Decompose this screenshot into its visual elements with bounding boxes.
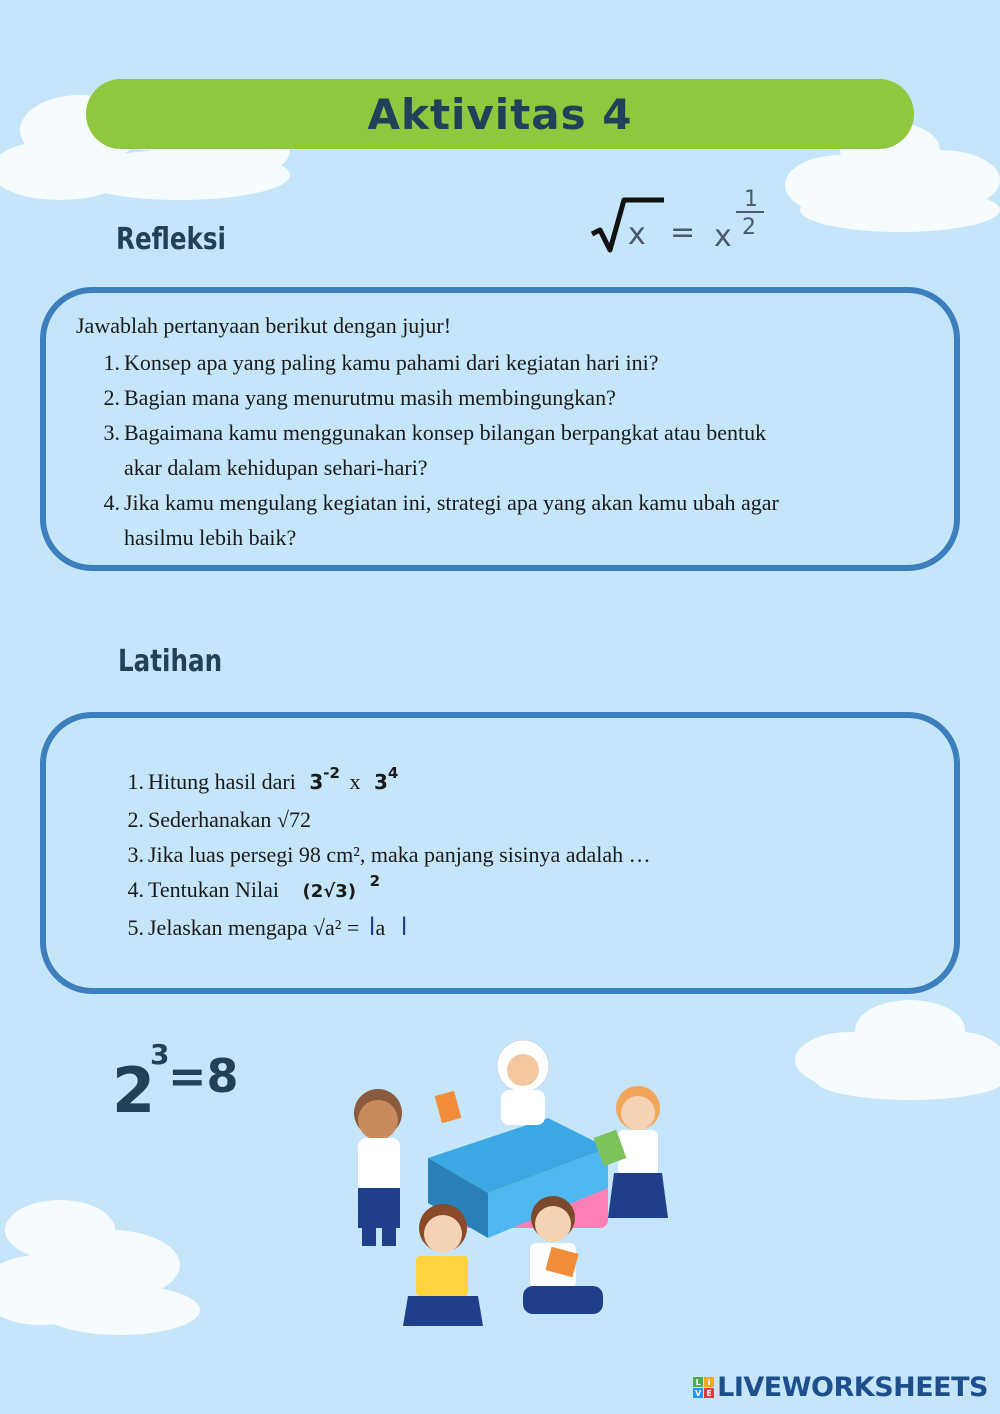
item-number: 5. (127, 915, 144, 940)
absolute-variable: a (375, 915, 386, 940)
question-number: 4. (103, 490, 120, 515)
list-item (118, 802, 651, 837)
latihan-item-list (118, 764, 651, 945)
item-number: 3. (127, 842, 144, 867)
formula-exp-num: 1 (744, 188, 758, 212)
item-text: Hitung hasil dari (148, 769, 296, 794)
question-text: Bagaimana kamu menggunakan konsep bilangan berpangkat atau bentuk (124, 420, 767, 445)
power-exponent: 4 (387, 764, 399, 782)
students-illustration (318, 1028, 698, 1338)
doodle-result: =8 (168, 1049, 239, 1103)
question-text: Jika kamu mengulang kegiatan ini, strategi apa yang akan kamu ubah agar (124, 490, 779, 515)
latihan-heading: Latihan (118, 644, 223, 679)
question-text-continued: akar dalam kehidupan sehari-hari? (124, 455, 428, 480)
item-number: 4. (127, 877, 144, 902)
item-text: Tentukan Nilai (148, 877, 280, 902)
list-item (94, 485, 779, 555)
radical-expression: (2√3) (302, 881, 357, 902)
liveworksheets-logo (693, 1372, 988, 1403)
power-doodle (110, 1030, 260, 1120)
refleksi-question-list (94, 345, 779, 555)
refleksi-box (40, 287, 960, 571)
list-item (118, 872, 651, 910)
list-item (94, 415, 779, 485)
power-exponent: -2 (323, 764, 340, 782)
power-base: 3 (373, 770, 388, 794)
doodle-base: 2 (112, 1054, 156, 1120)
page-title: Aktivitas 4 (367, 89, 633, 139)
item-number: 2. (127, 807, 144, 832)
logo-letter: I (704, 1377, 714, 1387)
doodle-exponent: 3 (150, 1038, 170, 1071)
absolute-bar-right: l (400, 913, 408, 941)
logo-letter: E (704, 1388, 714, 1398)
logo-letter: L (693, 1377, 703, 1387)
latihan-box (40, 712, 960, 994)
refleksi-heading: Refleksi (116, 222, 226, 257)
logo-mark-icon (693, 1377, 714, 1398)
cloud-mid-right (770, 985, 1000, 1105)
list-item (94, 345, 779, 380)
power-base: 3 (309, 770, 324, 794)
formula-equals: = (670, 215, 696, 250)
logo-letter: V (695, 1388, 702, 1398)
item-number: 1. (127, 769, 144, 794)
cloud-bottom-left (0, 1180, 200, 1340)
question-text-continued: hasilmu lebih baik? (124, 525, 297, 550)
multiply-sign: x (349, 769, 361, 794)
question-number: 2. (103, 385, 120, 410)
logo-text: LIVEWORKSHEETS (717, 1372, 988, 1403)
formula-exp-den: 2 (742, 215, 756, 240)
list-item (118, 764, 651, 802)
item-text: Sederhanakan √72 (148, 807, 311, 832)
title-banner (86, 79, 914, 149)
question-number: 1. (103, 350, 120, 375)
question-number: 3. (103, 420, 120, 445)
power-exponent: 2 (369, 872, 380, 890)
absolute-bar-left: l (368, 913, 376, 941)
list-item (118, 910, 651, 945)
formula-radicand: x (628, 217, 646, 252)
question-text: Bagian mana yang menurutmu masih membingungkan? (124, 385, 616, 410)
list-item (118, 837, 651, 872)
root-exponent-formula (588, 188, 778, 258)
item-text: Jelaskan mengapa √a² = (148, 915, 360, 940)
question-text: Konsep apa yang paling kamu pahami dari kegiatan hari ini? (124, 350, 659, 375)
refleksi-intro: Jawablah pertanyaan berikut dengan jujur! (76, 313, 452, 338)
item-text: Jika luas persegi 98 cm², maka panjang sisinya adalah … (148, 842, 651, 867)
formula-base: x (714, 219, 732, 254)
list-item (94, 380, 779, 415)
